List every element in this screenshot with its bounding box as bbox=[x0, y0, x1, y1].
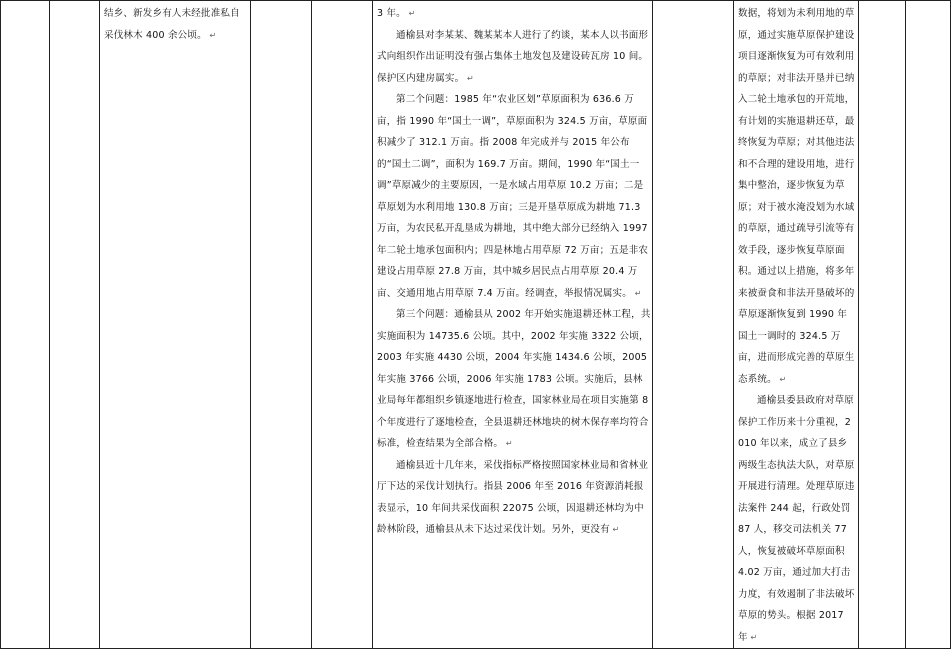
paragraph-text: 通榆县近十几年来，采伐指标严格按照国家林业局和省林业厅下达的采伐计划执行。指县 2006 年至 2016 年资源消耗报表显示，10 年间共采伐面积 22075 公顷，因退耕还林均为中龄林阶段，通榆县从未下达过采伐计划。另外，更没有 bbox=[377, 459, 649, 535]
paragraph-mark-icon: ↵ bbox=[747, 632, 758, 642]
paragraph-mark-icon: ↵ bbox=[609, 525, 620, 534]
cell-col-4 bbox=[251, 1, 312, 649]
cell-col-3 bbox=[100, 1, 251, 649]
cell-col-7 bbox=[653, 1, 734, 649]
paragraph-mark-icon: ↵ bbox=[503, 439, 513, 448]
paragraph bbox=[738, 3, 856, 390]
cell-col-10 bbox=[906, 1, 951, 649]
rectification-text bbox=[734, 1, 858, 648]
investigation-text bbox=[373, 1, 652, 541]
paragraph bbox=[104, 3, 246, 46]
paragraph-text: 第三个问题：通榆县从 2002 年开始实施退耕还林工程，共实施面积为 14735.6 公顷。其中，2002 年实施 3322 公顷，2003 年实施 4430 公顷，2004 年实施 1434.6 公顷，2005 年实施 3766 公顷，2006 年实施 1783 公顷。实施后，县林业局每年都组织乡镇逐地进行检查，国家林业局在项目实施第 8 个年度进行了逐地检查，全县退耕还林地块的树木保存率均符合标准，检查结果为全部合格。 bbox=[377, 309, 651, 449]
cell-col-1 bbox=[1, 1, 50, 649]
paragraph bbox=[377, 455, 652, 541]
complaint-text bbox=[100, 1, 250, 46]
paragraph-mark-icon: ↵ bbox=[776, 374, 787, 384]
paragraph bbox=[377, 3, 652, 25]
cell-col-5 bbox=[312, 1, 373, 649]
cell-col-9 bbox=[859, 1, 906, 649]
paragraph-mark-icon: ↵ bbox=[405, 9, 416, 18]
paragraph-text: 通榆县对李某某、魏某某本人进行了约谈，某本人以书面形式向组织作出证明没有强占集体土地发包及建设砖瓦房 10 间。保护区内建房属实。 bbox=[377, 29, 649, 84]
paragraph-text: 3 年。 bbox=[377, 8, 406, 19]
paragraph bbox=[377, 304, 652, 455]
paragraph bbox=[377, 89, 652, 304]
cell-col-2 bbox=[50, 1, 100, 649]
cell-col-6 bbox=[373, 1, 653, 649]
paragraph-text: 结乡、新发乡有人未经批准私自采伐林木 400 余公顷。 bbox=[104, 8, 240, 41]
paragraph bbox=[738, 390, 856, 648]
cell-col-8 bbox=[734, 1, 859, 649]
paragraph bbox=[377, 25, 652, 90]
paragraph-mark-icon: ↵ bbox=[464, 73, 474, 83]
paragraph-mark-icon: ↵ bbox=[631, 288, 642, 298]
paragraph-text: 通榆县委县政府对草原保护工作历来十分重视，2010 年以来，成立了县乡两级生态执法大队，对草原开展进行清理。处理草原违法案件 244 起，行政处罚 87 人，移交司法机关 77 人，恢复被破坏草原面积 4.02 万亩，通过加大打击力度，有效遏制了非法破坏草原的势头。根据 2017 年 bbox=[738, 395, 855, 643]
paragraph-text: 数据，将划为未利用地的草原，通过实施草原保护建设项目逐渐恢复为可有效利用的草原；对非法开垦并已纳入二轮土地承包的开荒地，有计划的实施退耕还草，最终恢复为草原；对其他违法和不合理的建设用地，进行集中整治，逐步恢复为草原；对于被水淹没划为水域的草原，通过疏导引流等有效手段，逐步恢复草原面积。通过以上措施，将多年来被蚕食和非法开垦破坏的草原逐渐恢复到 1990 年国土一调时的 324.5 万亩，进而形成完善的草原生态系统。 bbox=[738, 8, 855, 385]
paragraph-text: 第二个问题：1985 年“农业区划”草原面积为 636.6 万亩，指 1990 年“国土一调”，草原面积为 324.5 万亩，草原面积减少了 312.1 万亩。指 2008 年完成并与 2015 年公布的“国土二调”，面积为 169.7 万亩。期间，1990 年“国土一调”草原减少的主要原因，一是水域占用草原 10.2 万亩；二是草原划为水利用地 130.8 万亩；三是开垦草原成为耕地 71.3 万亩，为农民私开乱垦成为耕地，其中绝大部分已经纳入 1997 年二轮土地承包面积内；四是林地占用草原 72 万亩；五是非农建设占用草原 27.8 万亩，其中城乡居民点占用草原 20.4 万亩、交通用地占用草原 7.4 万亩。经调查，举报情况属实。 bbox=[377, 94, 649, 299]
paragraph-mark-icon: ↵ bbox=[206, 30, 217, 40]
